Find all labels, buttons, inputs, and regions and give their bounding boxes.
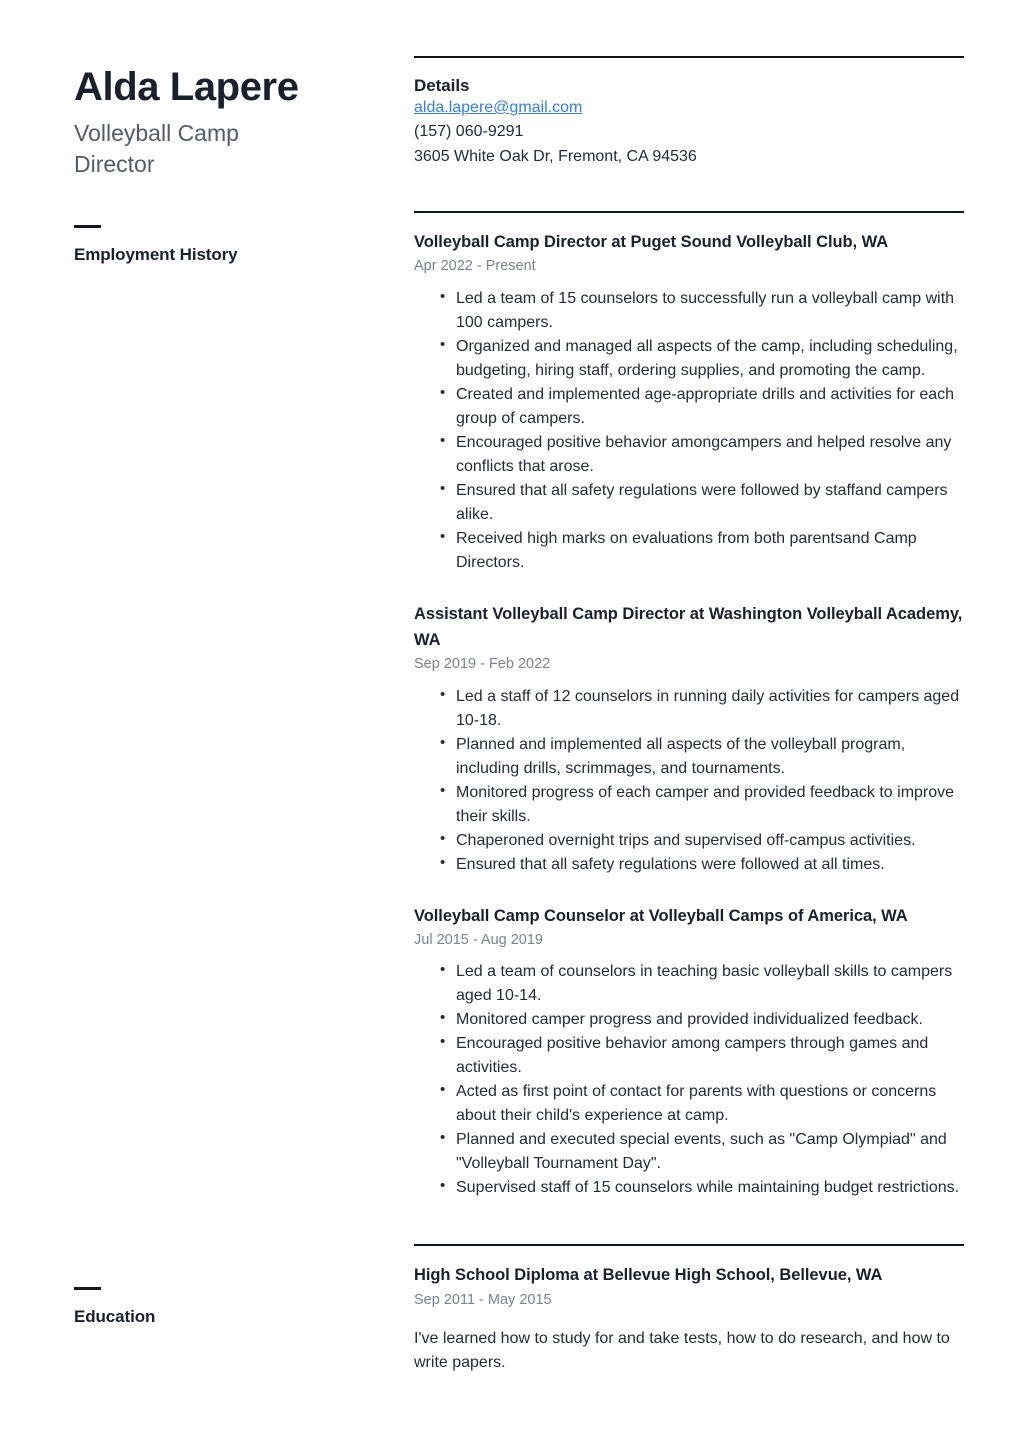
list-item: • Organized and managed all aspects of the camp, including scheduling, budgeting, hiring staff, ordering supplies, and promoting the camp. [456, 335, 964, 383]
main-content [404, 56, 964, 1375]
entry-title: Volleyball Camp Counselor at Volleyball Camps of America, WA [414, 906, 908, 925]
employment-entry [414, 229, 964, 575]
list-item: • Planned and executed special events, such as "Camp Olympiad" and "Volleyball Tournament Day". [456, 1128, 964, 1176]
entry-date: Apr 2022 - Present [414, 258, 536, 274]
list-item: • Acted as first point of contact for parents with questions or concerns about their child's experience at camp. [456, 1080, 964, 1128]
email-link[interactable]: alda.lapere@gmail.com [414, 99, 583, 116]
spacer [414, 1200, 964, 1244]
list-item: • Led a team of 15 counselors to successfully run a volleyball camp with 100 campers. [456, 287, 964, 335]
page-title [74, 66, 404, 180]
list-item: • Ensured that all safety regulations were followed by staffand campers alike. [456, 479, 964, 527]
education-section [414, 1246, 964, 1375]
details-section [414, 58, 964, 169]
education-entry [414, 1262, 964, 1375]
list-item: • Chaperoned overnight trips and supervised off-campus activities. [456, 829, 964, 853]
list-item: • Encouraged positive behavior among campers through games and activities. [456, 1032, 964, 1080]
address-text: 3605 White Oak Dr, Fremont, CA 94536 [414, 147, 697, 165]
sidebar-section-education [74, 1287, 404, 1327]
entry-title: High School Diploma at Bellevue High School, Bellevue, WA [414, 1266, 883, 1285]
list-item: • Received high marks on evaluations from both parentsand Camp Directors. [456, 527, 964, 575]
list-item: • Planned and implemented all aspects of the volleyball program, including drills, scrimmages, and tournaments. [456, 733, 964, 781]
employment-entry [414, 601, 964, 877]
entry-title: Volleyball Camp Director at Puget Sound Volleyball Club, WA [414, 232, 889, 251]
candidate-name: Alda Lapere [74, 65, 299, 109]
entry-bullets [414, 960, 964, 1200]
section-dash-icon [74, 1287, 101, 1290]
employment-section [414, 213, 964, 1201]
list-item: • Led a team of counselors in teaching basic volleyball skills to campers aged 10-14. [456, 960, 964, 1008]
phone-text: (157) 060-9291 [414, 123, 524, 141]
sidebar-item-label-education: Education [74, 1306, 156, 1326]
list-item: • Encouraged positive behavior amongcampers and helped resolve any conflicts that arose. [456, 431, 964, 479]
entry-title: Assistant Volleyball Camp Director at Washington Volleyball Academy, WA [414, 604, 963, 649]
list-item: • Created and implemented age-appropriate drills and activities for each group of campers. [456, 383, 964, 431]
list-item: • Monitored progress of each camper and provided feedback to improve their skills. [456, 781, 964, 829]
sidebar [74, 56, 404, 1327]
list-item: • Led a staff of 12 counselors in running daily activities for campers aged 10-18. [456, 685, 964, 733]
list-item: • Monitored camper progress and provided individualized feedback. [456, 1008, 964, 1032]
list-item: • Ensured that all safety regulations were followed at all times. [456, 853, 964, 877]
sidebar-section-employment [74, 225, 404, 265]
entry-description: I've learned how to study for and take tests, how to do research, and how to write papers. [414, 1330, 950, 1372]
entry-date: Sep 2019 - Feb 2022 [414, 655, 551, 672]
entry-date: Sep 2011 - May 2015 [414, 1291, 552, 1308]
entry-bullets [414, 287, 964, 575]
list-item: • Supervised staff of 15 counselors while maintaining budget restrictions. [456, 1176, 964, 1200]
spacer [414, 169, 964, 211]
entry-bullets [414, 685, 964, 877]
candidate-job-title: Volleyball Camp Director [74, 120, 239, 177]
employment-entry [414, 903, 964, 1201]
sidebar-item-label-employment: Employment History [74, 244, 238, 264]
details-heading: Details [414, 76, 470, 95]
entry-date: Jul 2015 - Aug 2019 [414, 931, 543, 948]
section-dash-icon [74, 225, 101, 228]
